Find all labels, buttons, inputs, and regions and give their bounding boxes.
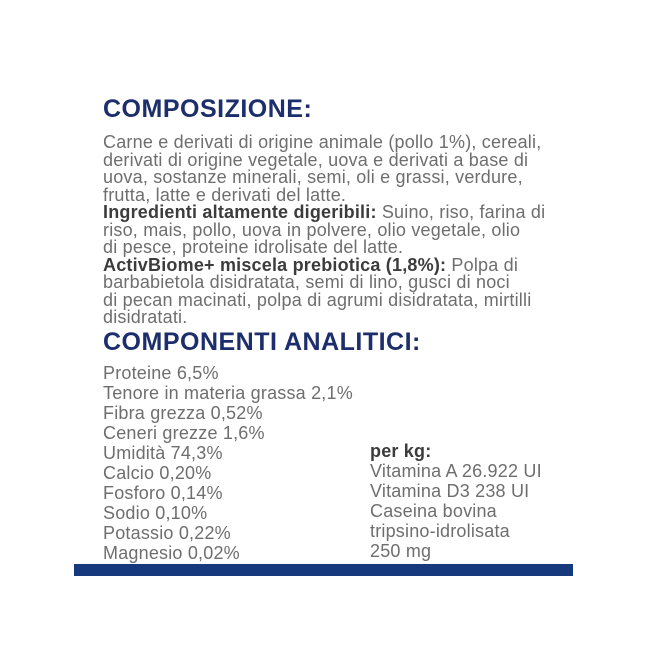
analytic-item-tenore-grassa: Tenore in materia grassa 2,1% (103, 383, 353, 403)
bottom-divider-bar (74, 564, 573, 576)
analytic-item-ceneri: Ceneri grezze 1,6% (103, 423, 265, 443)
analytic-item-umidita: Umidità 74,3% (103, 443, 223, 463)
per-kg-list (370, 441, 542, 561)
text-line: uova, sostanze minerali, semi, oli e grassi, verdure, (103, 167, 523, 187)
text-line: derivati di origine vegetale, uova e derivati a base di (103, 149, 529, 170)
analytic-item-proteine: Proteine 6,5% (103, 363, 219, 383)
text-line: Carne e derivati di origine animale (pollo 1%), cereali, (103, 132, 542, 152)
analytic-values-list (103, 363, 353, 563)
per-kg-item-vitamina-d3: Vitamina D3 238 UI (370, 481, 530, 501)
per-kg-item-vitamina-a: Vitamina A 26.922 UI (370, 461, 542, 481)
text-line: barbabietola disidratata, semi di lino, gusci di noci (103, 272, 510, 292)
text-line-activbiome: ActivBiome+ miscela prebiotica (1,8%): Polpa di (103, 254, 519, 275)
analytic-item-calcio: Calcio 0,20% (103, 463, 212, 483)
per-kg-item-tripsino: tripsino-idrolisata (370, 521, 510, 541)
text-line-ingredienti-digeribili: Ingredienti altamente digeribili: Suino, riso, farina di (103, 202, 546, 222)
text-line: di pecan macinati, polpa di agrumi disidratata, mirtilli (103, 289, 532, 310)
per-kg-item-caseina: Caseina bovina (370, 501, 497, 521)
text-line: di pesce, proteine idrolisate del latte. (103, 237, 404, 257)
text-line: riso, mais, pollo, uova in polvere, olio vegetale, olio (103, 219, 521, 240)
per-kg-item-250mg: 250 mg (370, 541, 432, 561)
per-kg-label: per kg: (370, 441, 432, 461)
composizione-text (103, 134, 545, 327)
analytic-item-fosforo: Fosforo 0,14% (103, 483, 223, 503)
analytic-item-fibra: Fibra grezza 0,52% (103, 403, 263, 423)
componenti-analitici-heading: COMPONENTI ANALITICI: (103, 328, 421, 356)
analytic-item-sodio: Sodio 0,10% (103, 503, 208, 523)
analytic-item-magnesio: Magnesio 0,02% (103, 543, 240, 563)
composizione-heading: COMPOSIZIONE: (103, 95, 313, 123)
analytic-item-potassio: Potassio 0,22% (103, 523, 231, 543)
text-line: disidratati. (103, 307, 188, 327)
text-line: frutta, latte e derivati del latte. (103, 184, 347, 205)
